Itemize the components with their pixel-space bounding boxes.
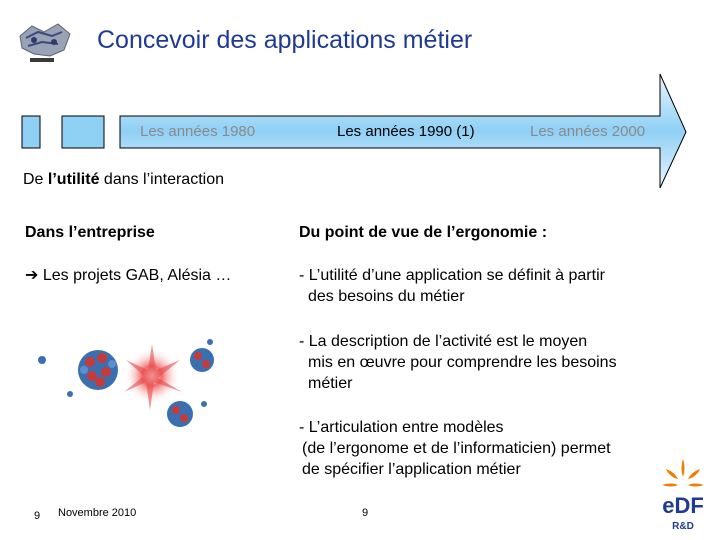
decorative-logo <box>14 20 74 66</box>
bullet-line: - L’articulation entre modèles <box>299 419 504 436</box>
bullet-line: mis en œuvre pour comprendre les besoins <box>308 354 617 371</box>
edf-logo <box>652 455 714 535</box>
page-title: Concevoir des applications métier <box>97 26 473 54</box>
bullet-line: métier <box>308 375 353 392</box>
bullet-line: - L’utilité d’une application se définit à partir <box>299 267 605 284</box>
left-column-heading: Dans l’entreprise <box>25 224 155 241</box>
nuclear-fission-illustration <box>30 330 250 430</box>
section-subtitle <box>23 171 224 189</box>
svg-text:R&D: R&D <box>672 521 694 532</box>
timeline-label-2000s: Les années 2000 <box>530 123 646 140</box>
bullet-line: des besoins du métier <box>308 288 465 305</box>
timeline-label-1990s: Les années 1990 (1) <box>337 123 475 140</box>
footer-page-number-left: 9 <box>34 510 41 522</box>
right-column-heading: Du point de vue de l’ergonomie : <box>299 224 548 241</box>
ergonomics-bullet-activity <box>299 331 689 394</box>
svg-text:eDF: eDF <box>662 493 704 518</box>
footer-date: Novembre 2010 <box>58 507 137 519</box>
subtitle-emphasis: l’utilité <box>47 171 100 188</box>
bullet-line: de spécifier l’application métier <box>302 461 521 478</box>
footer-page-number-center: 9 <box>362 507 369 519</box>
arrow-right-icon: ➔ <box>25 267 39 284</box>
subtitle-suffix: dans l’interaction <box>99 171 224 188</box>
ergonomics-bullet-models <box>299 417 689 480</box>
ergonomics-bullet-utility <box>299 265 689 307</box>
bullet-line: (de l’ergonome et de l’informaticien) permet <box>302 440 611 457</box>
projects-text: Les projets GAB, Alésia … <box>38 267 232 284</box>
projects-item <box>25 265 231 285</box>
subtitle-prefix: De <box>23 171 48 188</box>
bullet-line: - La description de l’activité est le moyen <box>299 333 588 350</box>
timeline-label-1980s: Les années 1980 <box>140 123 256 140</box>
